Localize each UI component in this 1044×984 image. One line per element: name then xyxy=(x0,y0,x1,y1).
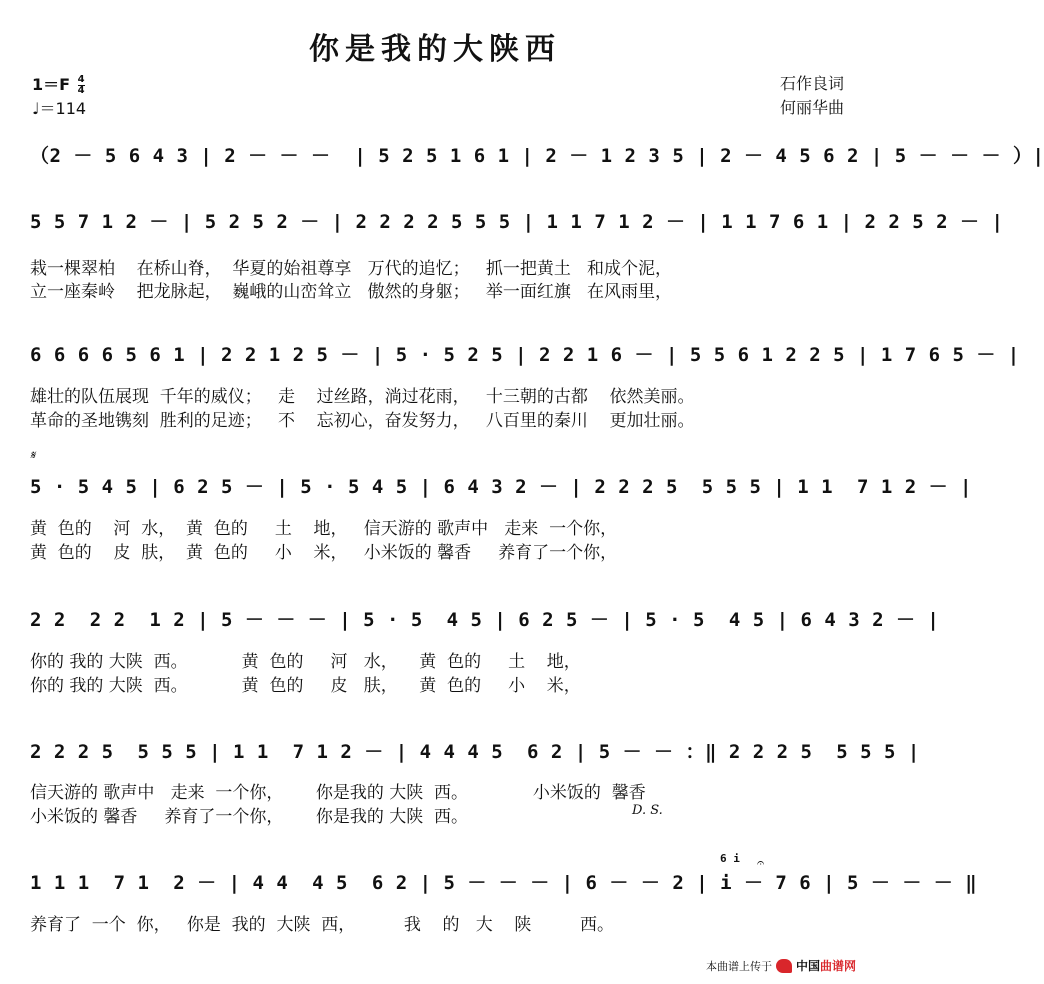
time-top: 4 xyxy=(77,74,85,85)
key-label: 1＝F xyxy=(32,75,71,94)
lyric-line-3b: 革命的圣地镌刻 胜利的足迹； 不 忘初心，奋发努力， 八百里的秦川 更加壮丽。 xyxy=(30,411,695,431)
tempo-marking: ♩＝114 xyxy=(32,99,87,118)
logo-site: 曲谱网 xyxy=(819,959,856,973)
time-bottom: 4 xyxy=(77,85,85,96)
notation-line-1: （2 － 5 6 4 3 | 2 － － － | 5 2 5 1 6 1 | 2 － 1 2 3 5 | 2 － 4 5 6 2 | 5 － － － ）| xyxy=(30,145,1044,167)
notation-line-7: 1 1 1 7 1 2 － | 4 4 4 5 6 2 | 5 － － － | 6 － － 2 | i － 7 6 | 5 － － － ‖ xyxy=(30,872,978,894)
grace-notes: 6 i xyxy=(720,852,740,865)
lyric-line-4a: 黄 色的 河 水， 黄 色的 土 地， 信天游的 歌声中 走来 一个你， xyxy=(30,519,618,539)
credits xyxy=(780,72,844,120)
lyric-line-2b: 立一座秦岭 把龙脉起， 巍峨的山峦耸立 傲然的身躯； 举一面红旗 在风雨里， xyxy=(30,282,673,302)
notation-line-3: 6 6 6 6 5 6 1 | 2 2 1 2 5 － | 5 · 5 2 5 | 2 2 1 6 － | 5 5 6 1 2 2 5 | 1 7 6 5 － | xyxy=(30,344,1020,366)
lyric-line-2a: 栽一棵翠柏 在桥山脊， 华夏的始祖尊享 万代的追忆； 抓一把黄土 和成个泥， xyxy=(30,259,673,279)
composer: 何丽华曲 xyxy=(779,98,844,117)
song-title: 你是我的大陕西 xyxy=(309,32,561,67)
lyric-line-3a: 雄壮的队伍展现 千年的威仪； 走 过丝路，淌过花雨， 十三朝的古都 依然美丽。 xyxy=(30,387,695,407)
lyric-line-6a: 信天游的 歌声中 走来 一个你， 你是我的 大陕 西。 小米饭的 馨香 xyxy=(30,783,646,803)
notation-line-2: 5 5 7 1 2 － | 5 2 5 2 － | 2 2 2 2 5 5 5 | 1 1 7 1 2 － | 1 1 7 6 1 | 2 2 5 2 － | xyxy=(30,211,1004,233)
fermata-sign: 𝄐 xyxy=(757,856,765,871)
notation-line-6: 2 2 2 5 5 5 5 | 1 1 7 1 2 － | 4 4 4 5 6 2 | 5 － － ：‖ 2 2 2 5 5 5 5 | xyxy=(30,741,920,763)
notation-line-5: 2 2 2 2 1 2 | 5 － － － | 5 · 5 4 5 | 6 2 5 － | 5 · 5 4 5 | 6 4 3 2 － | xyxy=(30,609,940,631)
notation-line-4: 5 · 5 4 5 | 6 2 5 － | 5 · 5 4 5 | 6 4 3 2 － | 2 2 2 5 5 5 5 | 1 1 7 1 2 － | xyxy=(30,476,972,498)
lyric-line-6b: 小米饭的 馨香 养育了一个你， 你是我的 大陕 西。 xyxy=(30,807,469,827)
key-signature xyxy=(32,72,85,96)
logo-brand: 中国 xyxy=(795,959,820,973)
footer-watermark xyxy=(706,957,856,974)
site-logo-text xyxy=(796,957,856,974)
segno-sign: 𝄋 xyxy=(30,448,36,462)
dal-segno-marking: D. S. xyxy=(632,803,663,818)
lyric-line-7a: 养育了 一个 你， 你是 我的 大陕 西， 我 的 大 陕 西。 xyxy=(30,915,614,935)
lyric-line-4b: 黄 色的 皮 肤， 黄 色的 小 米， 小米饭的 馨香 养育了一个你， xyxy=(30,543,618,563)
time-signature xyxy=(78,75,85,96)
footer-text: 本曲谱上传于 xyxy=(705,959,772,973)
lyricist: 石作良词 xyxy=(779,74,844,93)
site-logo-icon xyxy=(776,959,792,973)
lyric-line-5a: 你的 我的 大陕 西。 黄 色的 河 水， 黄 色的 土 地， xyxy=(30,652,581,672)
lyric-line-5b: 你的 我的 大陕 西。 黄 色的 皮 肤， 黄 色的 小 米， xyxy=(30,676,581,696)
